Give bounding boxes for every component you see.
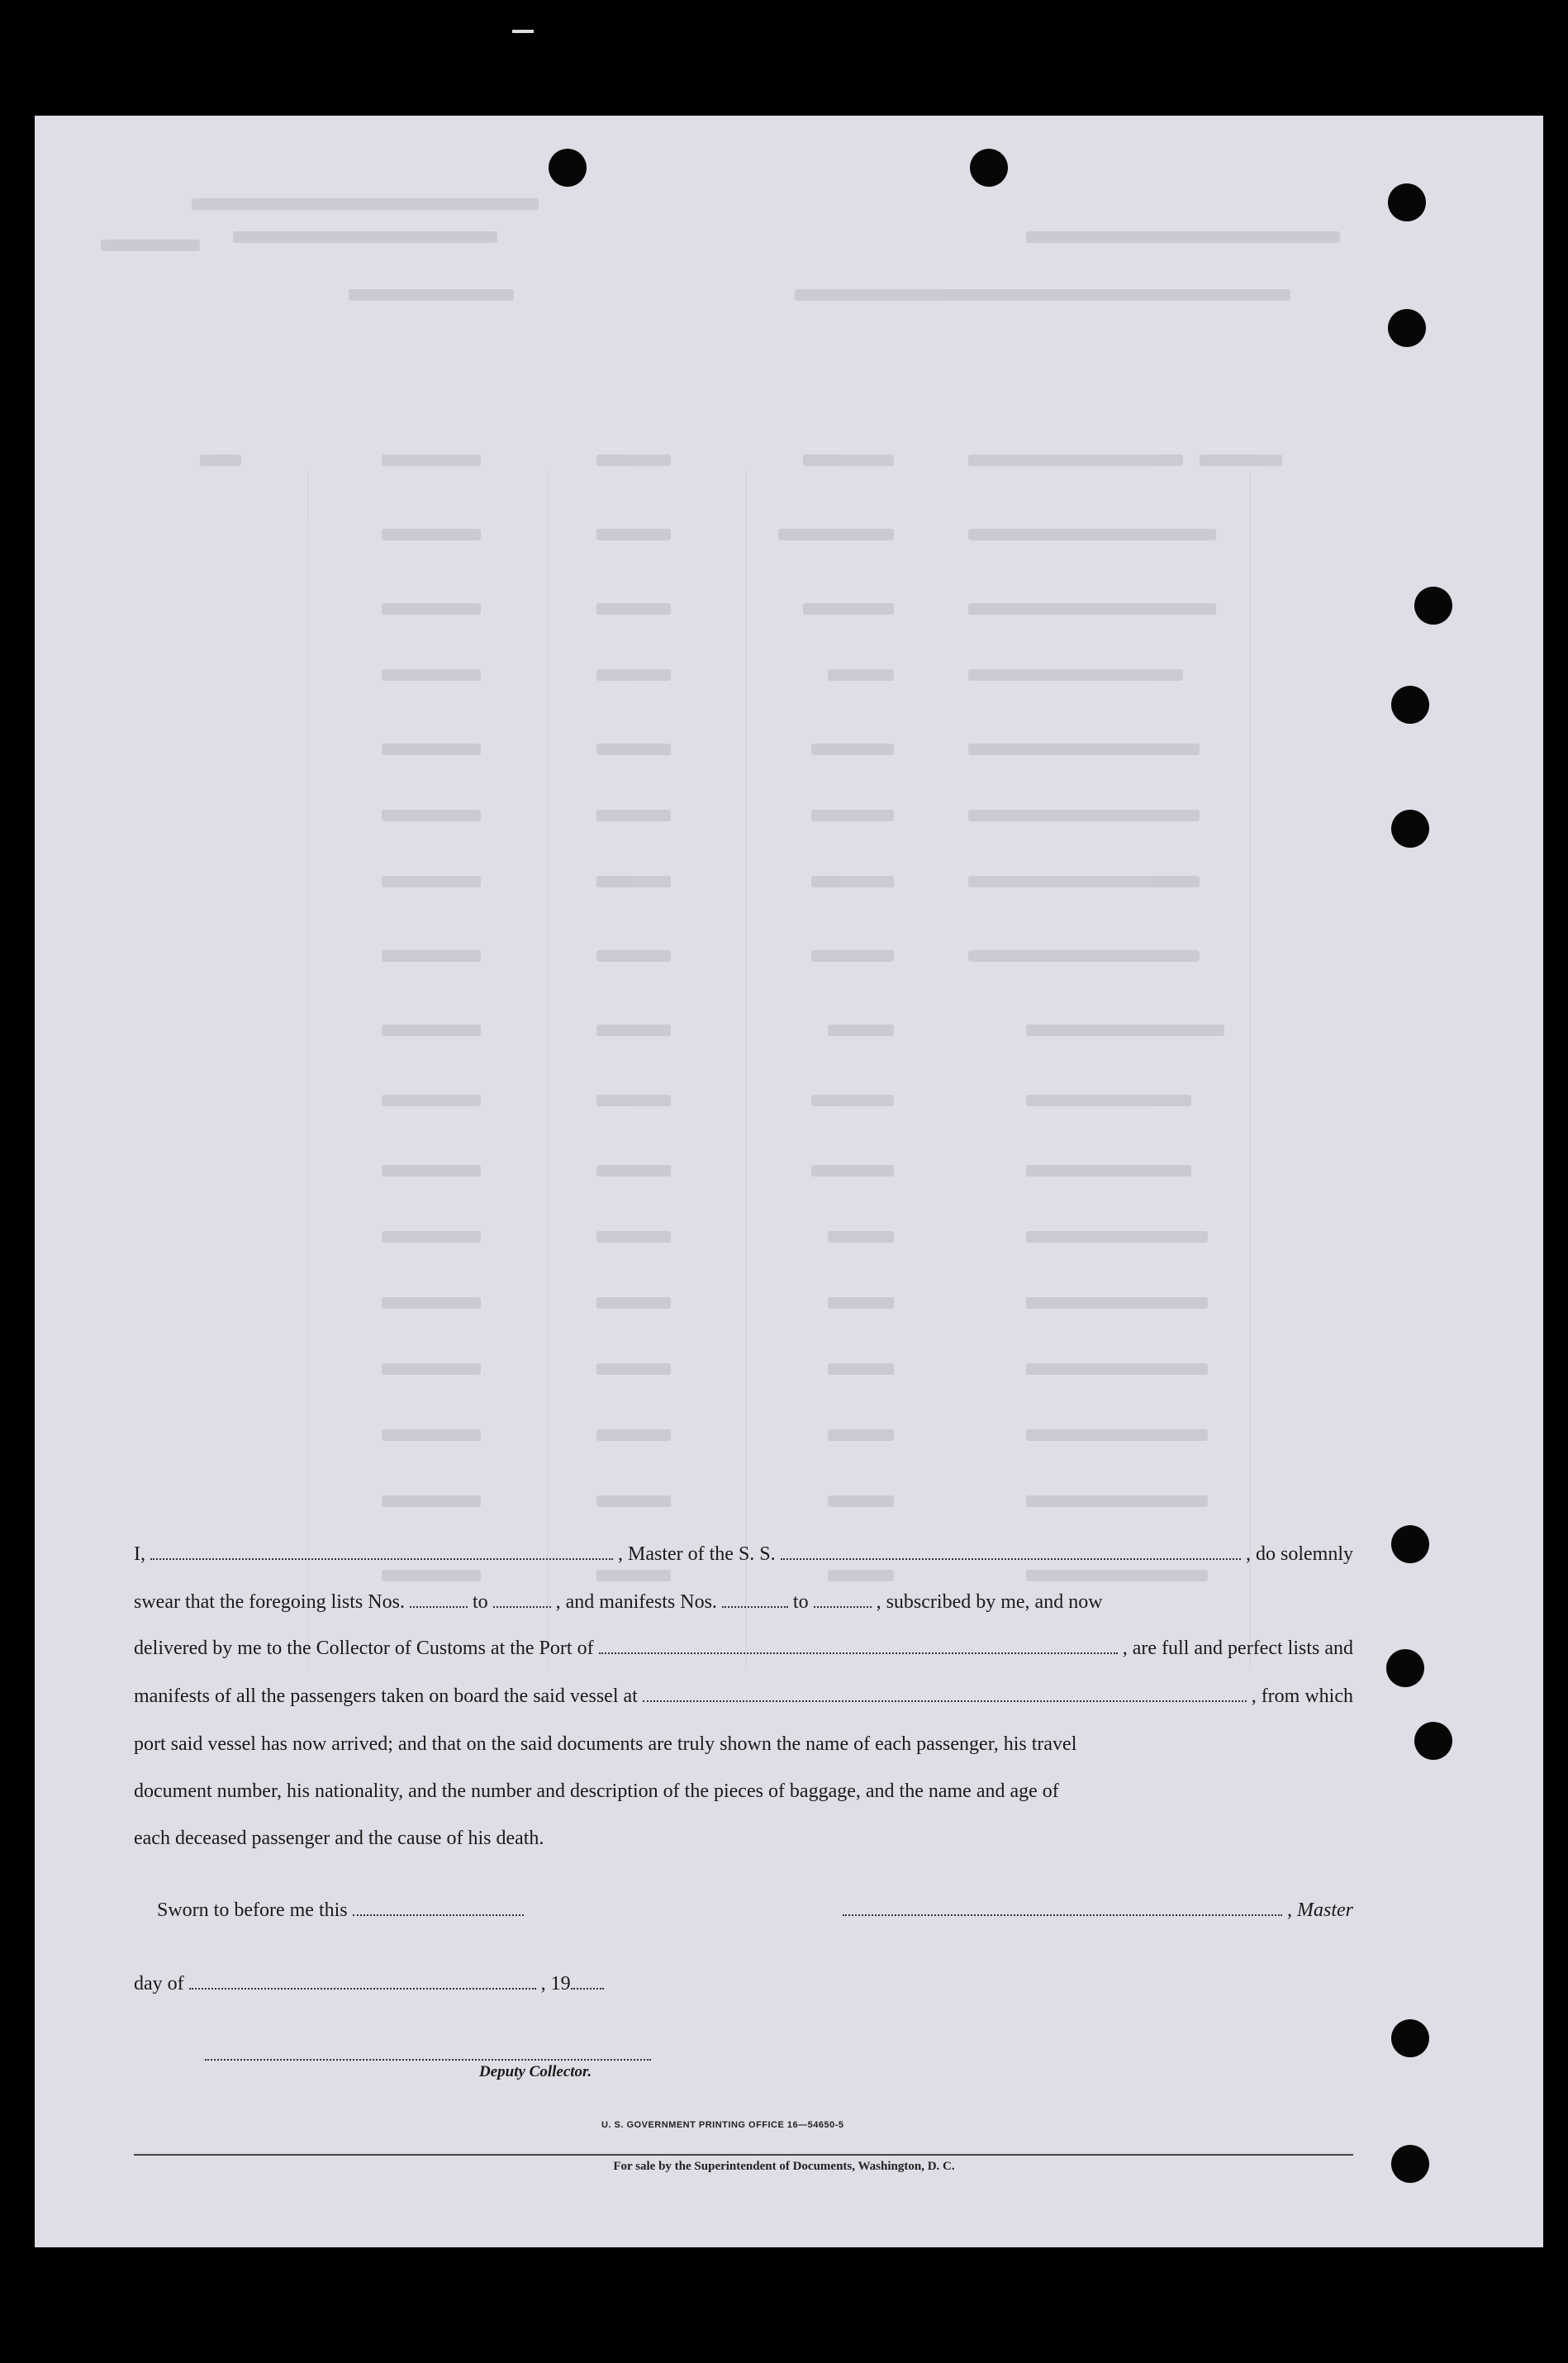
day-of-field[interactable] (189, 1971, 536, 1990)
oath-text: , Master of the S. S. (618, 1543, 776, 1565)
sworn-date-field[interactable] (353, 1898, 524, 1916)
printing-office-note: U. S. GOVERNMENT PRINTING OFFICE 16—54650-5 (601, 2120, 844, 2130)
year-field[interactable] (571, 1971, 604, 1990)
oath-text: , 19 (540, 1973, 571, 1995)
oath-line-5: port said vessel has now arrived; and that on the said documents are truly shown the name of each passenger, his travel (134, 1733, 1077, 1755)
port-of-embarkation-field[interactable] (643, 1684, 1247, 1702)
oath-text: to (472, 1591, 488, 1613)
oath-text: Sworn to before me this (157, 1899, 348, 1921)
footer-rule (134, 2154, 1353, 2156)
oath-text: , are full and perfect lists and (1122, 1638, 1353, 1659)
manifest-number-from-field[interactable] (722, 1590, 788, 1608)
punch-hole (1388, 309, 1426, 347)
punch-hole (1391, 686, 1429, 724)
oath-text: , and manifests Nos. (555, 1591, 717, 1613)
list-number-to-field[interactable] (493, 1590, 551, 1608)
vessel-name-field[interactable] (781, 1542, 1241, 1560)
deputy-collector-label: Deputy Collector. (479, 2063, 592, 2080)
sworn-line (157, 1898, 529, 1924)
manifest-page (35, 116, 1543, 2247)
oath-text: swear that the foregoing lists Nos. (134, 1591, 405, 1613)
master-signature-line (843, 1898, 1353, 1924)
oath-line-7: each deceased passenger and the cause of his death. (134, 1828, 544, 1849)
oath-text: to (792, 1591, 809, 1613)
punch-hole (1391, 810, 1429, 848)
oath-text: I, (134, 1543, 145, 1565)
punch-hole (1391, 1525, 1429, 1563)
oath-text: , do solemnly (1246, 1543, 1353, 1565)
punch-hole (1414, 587, 1452, 625)
oath-line-6: document number, his nationality, and the number and description of the pieces of baggage, and the name and age of (134, 1781, 1059, 1802)
punch-hole (1388, 183, 1426, 221)
oath-line-1 (134, 1542, 1353, 1568)
manifest-number-to-field[interactable] (814, 1590, 872, 1608)
punch-hole (549, 149, 587, 187)
top-edge-mark (512, 30, 534, 33)
port-field[interactable] (599, 1636, 1118, 1654)
oath-text: manifests of all the passengers taken on board the said vessel at (134, 1685, 638, 1707)
punch-hole (1414, 1722, 1452, 1760)
oath-text: , from which (1251, 1685, 1353, 1707)
oath-text: , subscribed by me, and now (876, 1591, 1103, 1613)
punch-hole (970, 149, 1008, 187)
master-name-field[interactable] (150, 1542, 613, 1560)
oath-text: day of (134, 1973, 184, 1995)
oath-line-3 (134, 1636, 1353, 1662)
oath-text: delivered by me to the Collector of Customs at the Port of (134, 1638, 594, 1659)
list-number-from-field[interactable] (410, 1590, 468, 1608)
punch-hole (1391, 2019, 1429, 2057)
oath-line-4 (134, 1684, 1353, 1710)
master-signature-field[interactable] (843, 1898, 1282, 1916)
day-of-line (134, 1971, 654, 1998)
deputy-signature-line[interactable] (205, 2057, 651, 2061)
punch-hole (1386, 1649, 1424, 1687)
oath-line-2 (134, 1590, 1353, 1616)
sale-notice: For sale by the Superintendent of Documents, Washington, D. C. (613, 2160, 955, 2173)
master-label: , Master (1287, 1899, 1353, 1921)
